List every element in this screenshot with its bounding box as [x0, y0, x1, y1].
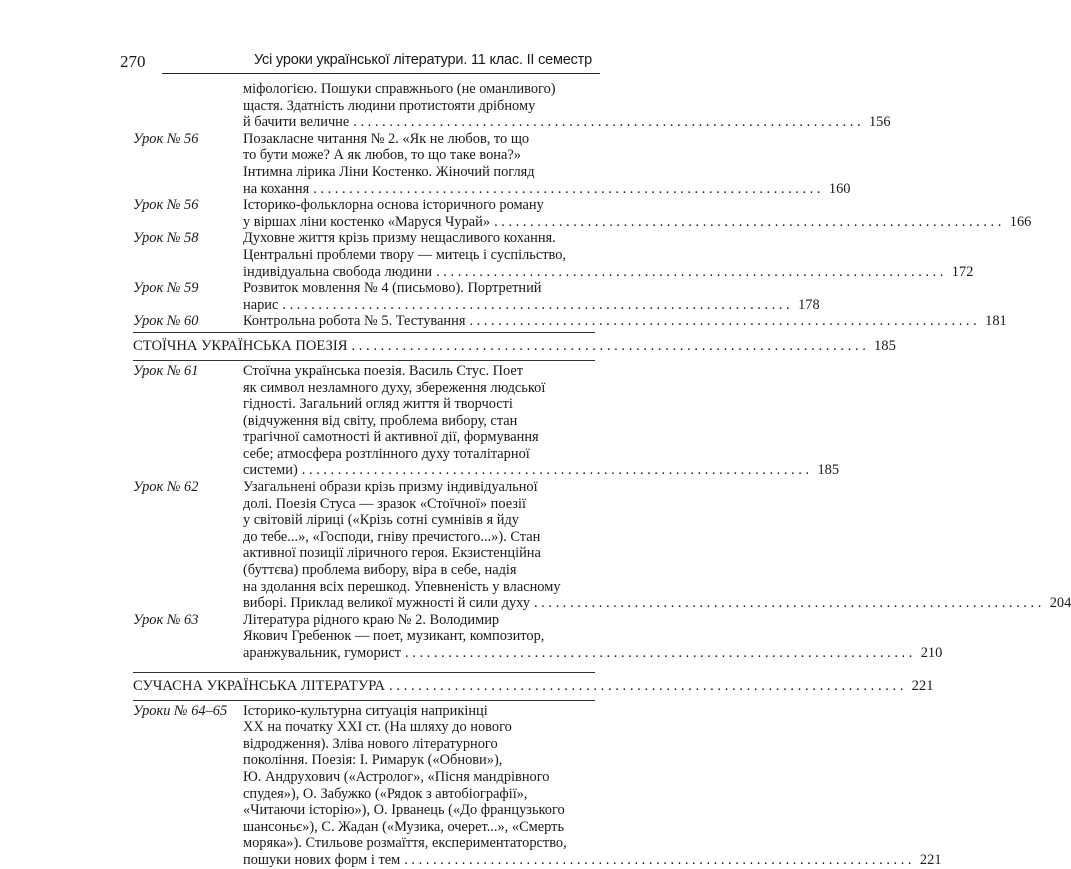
toc-entry [133, 81, 891, 131]
leader-dots [389, 678, 903, 695]
description-line: Інтимна лірика Ліни Костенко. Жіночий погляд [243, 163, 535, 180]
description-last-line [243, 114, 891, 131]
toc-entry [133, 479, 1071, 612]
page-header [120, 52, 600, 74]
description-line: Контрольна робота № 5. Тестування [243, 313, 466, 330]
page-reference: 210 [920, 645, 943, 661]
table-of-contents [133, 81, 1071, 869]
description-last-line [243, 595, 1071, 612]
description-last-line [243, 645, 942, 662]
description-line: себе; атмосфера розтлінного духу тоталітарної [243, 445, 530, 462]
toc-entry [133, 197, 1032, 230]
lesson-description [243, 81, 891, 131]
section-divider [133, 332, 595, 333]
toc-entry [133, 702, 942, 869]
lesson-label: Урок № 62 [133, 479, 199, 496]
toc-entry [133, 280, 820, 313]
page-reference: 156 [868, 114, 891, 131]
description-last-line [243, 313, 1007, 330]
section-divider [133, 360, 595, 361]
lesson-description [243, 131, 850, 197]
lesson-description [243, 280, 820, 313]
description-line: Духовне життя крізь призму нещасливого кохання. [243, 230, 556, 247]
description-line: активної позиції ліричного героя. Екзистенційна [243, 545, 541, 562]
description-last-line [243, 852, 942, 869]
toc-entry [133, 611, 943, 662]
description-line: на кохання [243, 180, 310, 197]
lesson-description [243, 197, 1031, 230]
page-reference: 204 [1049, 595, 1071, 612]
description-line: системи) [243, 462, 298, 479]
section-title: СТОЇЧНА УКРАЇНСЬКА ПОЕЗІЯ [133, 337, 348, 354]
toc-entry [133, 313, 1007, 330]
description-line: «Читаючи історію»), О. Ірванець («До французького [243, 802, 565, 819]
lesson-label [133, 81, 243, 131]
page-reference: 181 [985, 313, 1007, 330]
description-line: у віршах ліни костенко «Маруся Чурай» [243, 213, 491, 230]
description-line: Стоїчна українська поезія. Василь Стус. Поет [243, 362, 524, 379]
leader-dots [282, 297, 789, 314]
description-line: у світовій ліриці («Крізь сотні сумнівів я йду [243, 512, 519, 529]
lesson-label: Урок № 61 [133, 362, 199, 379]
lesson-description [243, 313, 1007, 330]
lesson-label: Урок № 56 [133, 197, 199, 214]
description-line: як символ незламного духу, збереження людської [243, 379, 546, 396]
description-line: Історико-культурна ситуація наприкінці [243, 702, 488, 719]
section-divider [133, 672, 595, 673]
description-line: нарис [243, 296, 279, 313]
description-line: Розвиток мовлення № 4 (письмово). Портретний [243, 280, 542, 297]
section-page: 185 [873, 337, 896, 354]
page-number: 270 [120, 52, 146, 71]
lesson-description [243, 230, 973, 280]
description-line: міфологією. Пошуки справжнього (не оманливого) [243, 81, 556, 97]
leader-dots [302, 462, 809, 479]
toc-group-3 [133, 702, 942, 869]
section-heading-modern-literature [133, 675, 934, 698]
section-title: СУЧАСНА УКРАЇНСЬКА ЛІТЕРАТУРА [133, 677, 386, 694]
description-line: аранжувальник, гуморист [243, 645, 402, 661]
section-divider [133, 700, 595, 701]
description-line: виборі. Приклад великої мужності й сили духу [243, 595, 531, 612]
lesson-label: Урок № 59 [133, 280, 199, 297]
description-line: моряка»). Стильове розмаїття, експериментаторство, [243, 835, 567, 852]
description-line: (буттєва) проблема вибору, віра в себе, надія [243, 562, 517, 579]
description-line: пошуки нових форм і тем [243, 851, 401, 868]
page-reference: 160 [828, 180, 851, 197]
header-rule [162, 73, 600, 74]
lesson-description [243, 703, 942, 869]
lesson-description [243, 363, 839, 479]
page-reference: 185 [817, 462, 840, 479]
toc-entry [133, 362, 840, 479]
description-line: то бути може? А як любов, то що таке вона?» [243, 147, 521, 164]
running-title: Усі уроки української літератури. 11 клас. ІІ семестр [254, 52, 592, 68]
page-reference: 178 [798, 296, 820, 313]
description-line: спудея»), О. Забужко («Рядок з автобіографії», [243, 785, 528, 802]
lesson-description [243, 479, 1071, 612]
description-line: відродження). Зліва нового літературного [243, 735, 498, 752]
description-last-line [243, 462, 839, 479]
leader-dots [494, 214, 1001, 231]
description-line: Література рідного краю № 2. Володимир [243, 611, 500, 628]
description-line: на здолання всіх перешкод. Упевненість у власному [243, 578, 561, 595]
lesson-label: Урок № 58 [133, 230, 199, 247]
lesson-label: Уроки № 64–65 [133, 702, 228, 719]
description-line: до тебе...», «Господи, гніву пречистого...»). Стан [243, 528, 541, 545]
leader-dots [405, 645, 912, 662]
page-reference: 166 [1009, 213, 1032, 230]
description-line: Центральні проблеми твору — митець і суспільство, [243, 246, 567, 263]
section-heading-stoic-poetry [133, 335, 896, 358]
description-line: долі. Поезія Стуса — зразок «Стоїчної» поезії [243, 495, 526, 512]
page-reference: 172 [951, 263, 974, 280]
leader-dots [353, 114, 860, 131]
description-last-line [243, 297, 820, 314]
description-line: щастя. Здатність людини протистояти дрібному [243, 97, 536, 114]
description-line: XX на початку XXI ст. (На шляху до нового [243, 719, 512, 736]
page-reference: 221 [919, 851, 942, 868]
leader-dots [436, 264, 943, 281]
description-line: Історико-фольклорна основа історичного роману [243, 197, 544, 214]
toc-entry [133, 130, 851, 197]
description-line: Узагальнені образи крізь призму індивідуальної [243, 479, 538, 496]
description-line: Ю. Андрухович («Астролог», «Пісня мандрівного [243, 768, 550, 785]
lesson-label: Урок № 63 [133, 611, 199, 628]
description-line: гідності. Загальний огляд життя й творчості [243, 396, 513, 413]
toc-group-2 [133, 362, 1071, 662]
toc-group-1 [133, 81, 1032, 330]
leader-dots [469, 313, 976, 330]
lesson-description [243, 612, 942, 662]
description-line: й бачити величне [243, 114, 350, 131]
description-last-line [243, 181, 850, 198]
description-last-line [243, 214, 1031, 231]
section-page: 221 [911, 677, 934, 694]
lesson-label: Урок № 56 [133, 130, 199, 147]
leader-dots [351, 338, 865, 355]
description-line: трагічної самотності й активної дії, формування [243, 429, 539, 446]
description-line: індивідуальна свобода людини [243, 263, 433, 280]
leader-dots [404, 852, 911, 869]
description-last-line [243, 264, 973, 281]
leader-dots [313, 181, 820, 198]
description-line: Якович Гребенюк — поет, музикант, композитор, [243, 628, 545, 645]
description-line: Позакласне читання № 2. «Як не любов, то що [243, 130, 530, 147]
lesson-label: Урок № 60 [133, 313, 199, 330]
toc-entry [133, 230, 974, 280]
leader-dots [534, 595, 1041, 612]
description-line: (відчуження від світу, проблема вибору, стан [243, 412, 518, 429]
description-line: покоління. Поезія: І. Римарук («Обнови»), [243, 752, 503, 769]
description-line: шансоньє»), С. Жадан («Музика, очерет...», «Смерть [243, 818, 565, 835]
